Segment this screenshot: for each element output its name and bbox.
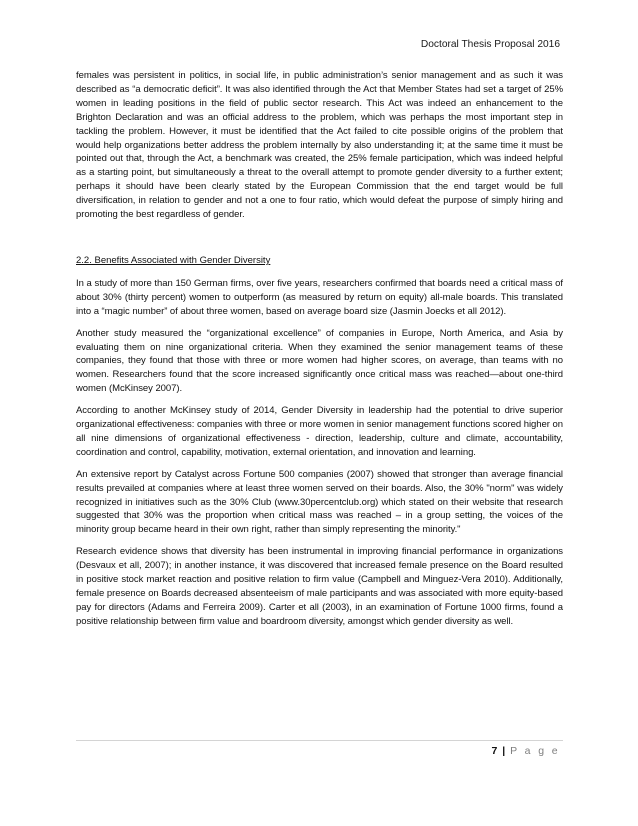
section-spacer [76, 230, 563, 254]
section-heading: 2.2. Benefits Associated with Gender Diversity [76, 254, 271, 266]
section-paragraph-4: An extensive report by Catalyst across Fortune 500 companies (2007) showed that stronger than average financial results prevailed at companies where at least three women served on their boards. Also, the 30% "norm" was widely recognized in initiatives such as the 30% Club (www.30percentclub.org) which stated on their website that research suggested that 30% was the proportion when critical mass was reached – in a group setting, the voices of the minority group became heard in their own right, rather than simply representing the minority." [76, 468, 563, 536]
page-header: Doctoral Thesis Proposal 2016 [420, 39, 560, 50]
body-text [76, 69, 563, 637]
page-number: 7 [491, 745, 498, 757]
section-paragraph-2: Another study measured the “organizational excellence” of companies in Europe, North America, and Asia by evaluating them on nine organizational criteria. When they examined the senior management teams of these companies, they found that those with three or more women had higher scores, on average, than teams with no women. Researchers found that the score increased significantly once critical mass was reached—about one-third women (McKinsey 2007). [76, 327, 563, 395]
footer-separator: | [502, 745, 506, 757]
intro-paragraph: females was persistent in politics, in social life, in public administration’s senior management and as such it was described as “a democratic deficit”. It was also identified through the Act that Member States had set a target of 25% women in leading positions in the field of public sector research. This Act was indeed an enhancement to the Brighton Declaration and was an official address to the problem, which was perhaps the most important step in tackling the problem. However, it must be identified that the Act failed to cite possible origins of the problem that would help organizations better address the problem internally by also understanding it; at the same time it must be pointed out that, through the Act, a benchmark was created, the 25% female participation, which was indeed helpful as a starting point, but simultaneously a threat to the overall attempt to promote gender diversity to a further extent; perhaps it should have been clearly stated by the European Commission that the end target would be full diversification, in relation to gender and not a one to four ratio, which would defeat the purpose of simply hiring and promoting the best regardless of gender. [76, 70, 563, 221]
page-label: P a g e [510, 745, 560, 757]
section-paragraph-1: In a study of more than 150 German firms, over five years, researchers confirmed that boards need a critical mass of about 30% (thirty percent) women to outperform (as measured by return on equity) all-male boards. This translated into a “magic number” of about three women, based on average board size (Jasmin Joecks et all 2012). [76, 277, 563, 317]
page-footer [491, 744, 560, 758]
footer-divider [76, 740, 563, 741]
section-paragraph-3: According to another McKinsey study of 2014, Gender Diversity in leadership had the potential to drive superior organizational effectiveness: companies with three or more women in senior management functions scored higher on all nine dimensions of organizational effectiveness - direction, leadership, culture and climate, accountability, coordination and control, capability, motivation, external orientation, and innovation and learning. [76, 405, 563, 458]
section-paragraph-5: Research evidence shows that diversity has been instrumental in improving financial performance in organizations (Desvaux et all, 2007); in another instance, it was discovered that increased female presence on the Board resulted in positive stock market reaction and positive relation to firm value (Campbell and Minguez-Vera 2010). Additionally, female presence on Boards decreased absenteeism of male participants and was associated with more equity-based pay for directors (Adams and Ferreira 2009). Carter et all (2003), in an examination of Fortune 1000 firms, found a positive relationship between firm value and boardroom diversity, amongst which gender diversity as well. [76, 546, 563, 627]
